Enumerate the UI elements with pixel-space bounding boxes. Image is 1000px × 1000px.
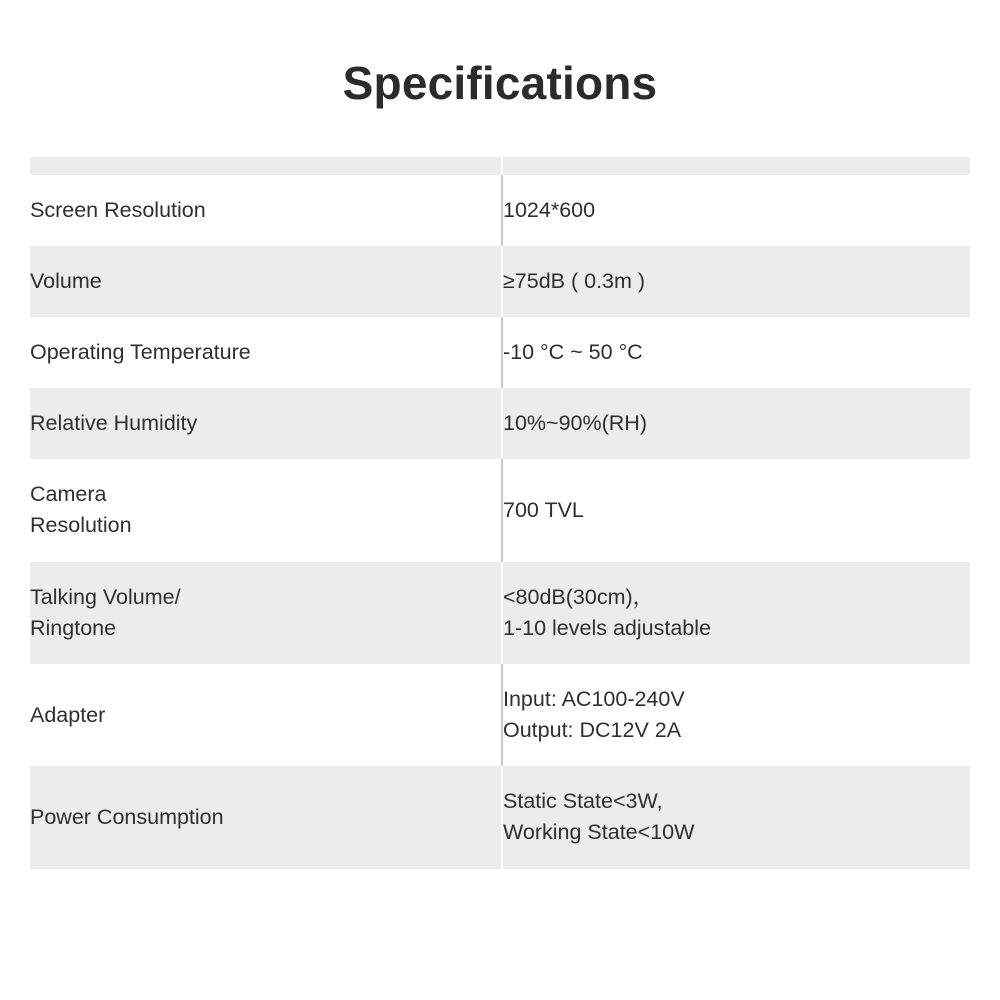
spec-value-cell [502,766,970,868]
spec-label-line: Volume [30,268,102,293]
table-row [30,766,970,868]
table-row [30,459,970,561]
spec-label-line: Resolution [30,513,132,538]
spec-value-line: <80dB(30cm)， [503,584,655,609]
spec-value-line: Output: DC12V 2A [503,718,682,743]
spec-label-cell [30,175,502,246]
spec-value-cell [502,459,970,561]
table-header-label-cell [30,157,502,175]
page-title: Specifications [342,57,658,109]
specifications-table-body [30,157,970,869]
spec-value-line: Input: AC100-240V [503,686,685,711]
spec-value-line: 10%~90%(RH) [503,411,647,436]
table-row [30,175,970,246]
table-row [30,317,970,388]
spec-value-cell [502,664,970,766]
spec-value-cell [502,562,970,664]
spec-label-line: Relative Humidity [30,411,198,436]
table-row [30,388,970,459]
spec-value-cell [502,246,970,317]
spec-value-line: Working State<10W [503,820,695,845]
spec-label-cell [30,459,502,561]
spec-value-line: 1-10 levels adjustable [503,615,711,640]
spec-label-line: Adapter [30,702,106,727]
spec-value-cell [502,388,970,459]
table-row [30,664,970,766]
spec-label-line: Ringtone [30,615,117,640]
spec-label-cell [30,562,502,664]
spec-value-cell [502,317,970,388]
spec-label-line: Talking Volume/ [30,584,181,609]
spec-label-line: Screen Resolution [30,197,206,222]
spec-value-cell [502,175,970,246]
spec-value-line: -10 °C ~ 50 °C [503,339,643,364]
spec-label-cell [30,317,502,388]
spec-label-cell [30,766,502,868]
spec-value-line: 700 TVL [503,497,584,522]
table-header-value-cell [502,157,970,175]
spec-label-line: Camera [30,482,107,507]
spec-label-cell [30,388,502,459]
specifications-table [30,157,970,869]
table-header-row [30,157,970,175]
spec-label-line: Power Consumption [30,804,224,829]
table-row [30,562,970,664]
spec-value-line: Static State<3W, [503,789,663,814]
spec-value-line: ≥75dB ( 0.3m ) [503,268,646,293]
spec-label-cell [30,664,502,766]
table-row [30,246,970,317]
spec-label-line: Operating Temperature [30,339,251,364]
spec-value-line: 1024*600 [503,197,596,222]
spec-label-cell [30,246,502,317]
